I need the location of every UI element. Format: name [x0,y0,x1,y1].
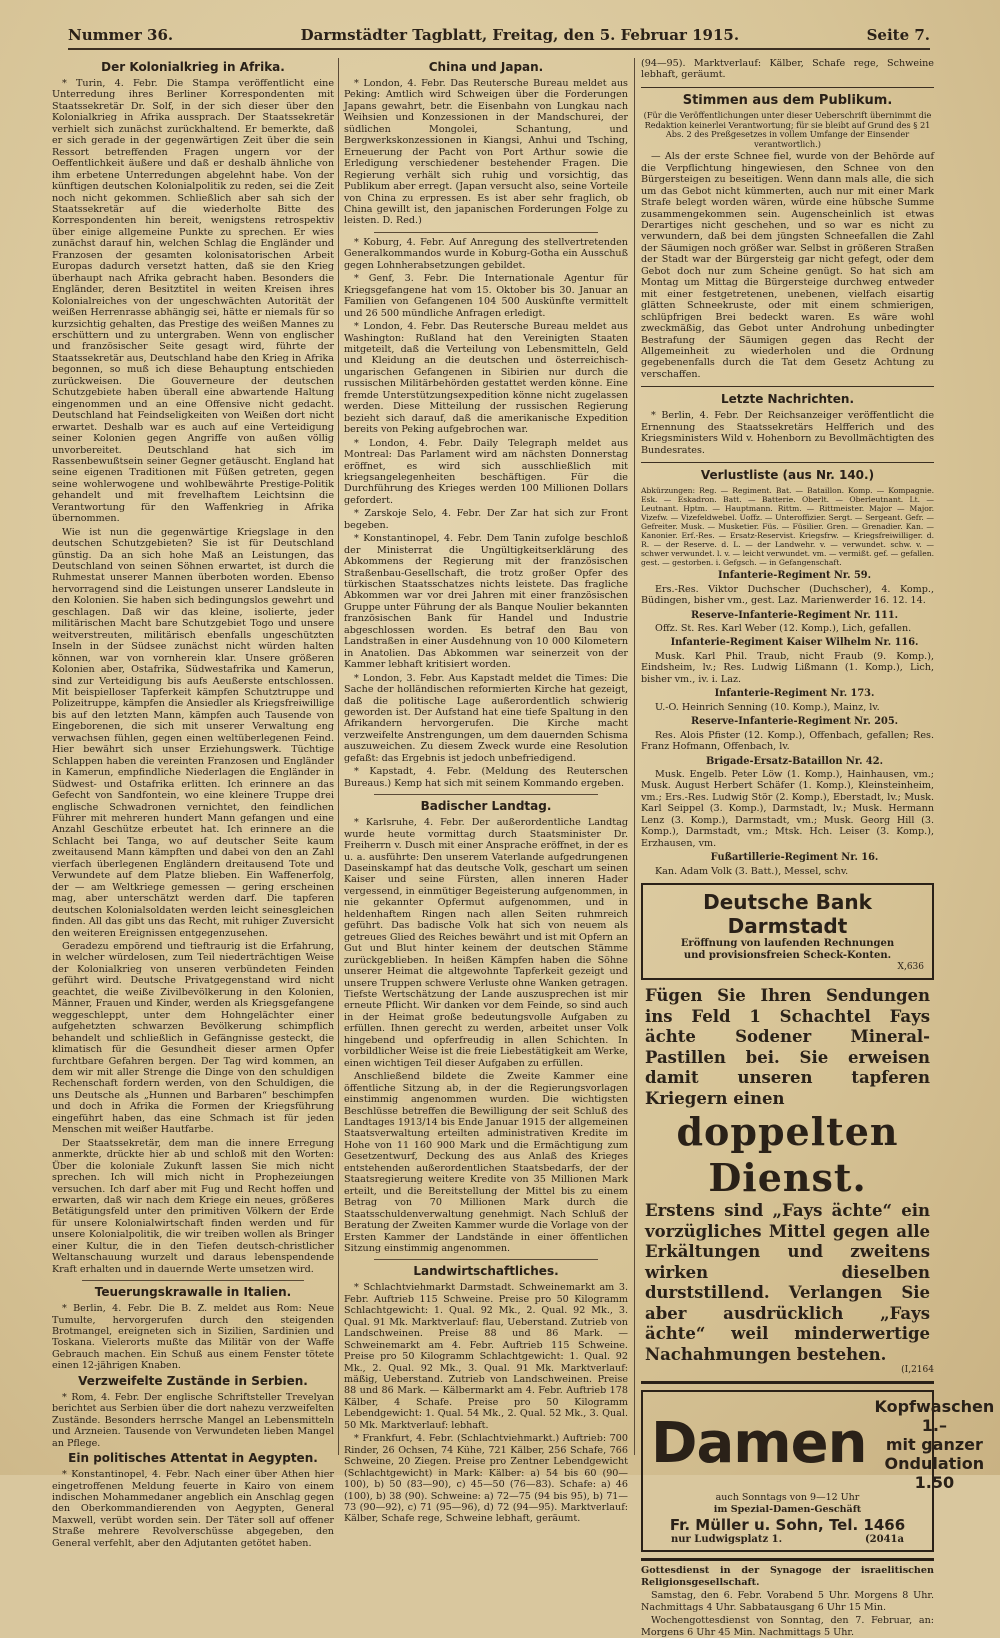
headline-landwirtschaft: Landwirtschaftliches. [413,1264,559,1279]
fays-text: Fügen Sie Ihren Sendungen ins Feld 1 Schachtel Fays ächte Sodener Mineral-Pastillen bei. Sie erweisen damit unseren tapferen Kriegern einen [645,986,930,1108]
separator [641,462,934,463]
damen-price-line: Ondulation 1.50 [884,1453,985,1492]
damen-headline: Damen [651,1411,867,1477]
loss-entry: U.-O. Heinrich Senning (10. Komp.), Mainz, lv. [655,701,880,713]
continued-text: (94—95). Marktverlauf: Kälber, Schafe rege, Schweine lebhaft, geräumt. [641,58,934,81]
unit-heading: Brigade-Ersatz-Bataillon Nr. 42. [706,755,883,767]
article-paragraph: * Berlin, 4. Febr. Die B. Z. meldet aus Rom: Neue Tumulte, hervorgerufen durch den steigenden Brotmangel, ereigneten sich in Sizilien, Sardinien und Toskana. Vielerorts mußte das Militär von der Waffe Gebrauch machen. Ein Schuß aus einem Fenster tötete einen 12-jährigen Knaben. [52,1303,334,1372]
separator [641,386,934,387]
bank-advertisement [641,883,934,980]
loss-entry: Musk. Karl Phil. Traub, nicht Fraub (9. Komp.), Eindsheim, lv.; Res. Ludwig Lißmann (1. Komp.), Lich, bisher vm., iv. i. Laz. [641,650,934,685]
loss-list [641,570,934,877]
column-3 [641,58,995,1638]
damen-advertisement [641,1390,995,1552]
article-paragraph: * Karlsruhe, 4. Febr. Der außerordentliche Landtag wurde heute vormittag durch Staatsminister Dr. Freiherrn v. Dusch mit einer Ansprache eröffnet, in der es u. a. ausführte: Den unserem Vaterlande aufgedrungenen Daseinskampf hat das deutsche Volk, geschart um seinen Kaiser und seine Fürsten, allen inneren Hader vergessend, in einmütiger Begeisterung aufgenommen, in nie gekannter Opfermut aufgenommen, und in heldenhaftem Ringen nach allen Seiten ruhmreich geführt. Das badische Volk hat sich von neuem als getreues Glied des Reiches bewährt und ist mit Opfern an Gut und Blut hinter keinem der deutschen Stämme zurückgeblieben. In heißen Kämpfen haben die Söhne unserer Heimat die altgewohnte Tapferkeit gezeigt und unsere Truppen schwere Verluste ohne Wanken getragen. Tiefste Wertschätzung der Lande auszusprechen ist mir erneute Pflicht. Wir danken vor dem Feinde, so sind auch in der Heimat große bedeutungsvolle Aufgaben zu erfüllen. Ihnen gerecht zu werden, arbeitet unser Volk hingebend und opferfreudig in allen Schichten. In vorbildlicher Weise ist die freie Liebestätigkeit am Werke, einen wichtigen Teil dieser Aufgaben zu erfüllen. [344,817,628,1069]
loss-entry: Ers.-Res. Viktor Duchscher (Duchscher), 4. Komp., Büdingen, bisher vm., gest. Laz. Marienwerder 16. 12. 14. [641,583,934,607]
article-paragraph: * Schlachtviehmarkt Darmstadt. Schweinemarkt am 3. Febr. Auftrieb 115 Schweine. Preise pro 50 Kilogramm Schlachtgewicht: 1. Qual. 92 Mk., 2. Qual. 92 Mk., 3. Qual. 91 Mk. Marktverlauf: flau, Ueberstand. Zutrieb von Landschweinen. Preise 88 und 86 Mark. — Schweinemarkt am 4. Febr. Auftrieb 115 Schweine. Preise pro 50 Kilogramm Schlachtgewicht: 1. Qual. 92 Mk., 2. Qual. 92 Mk., 3. Qual. 91 Mk. Marktverlauf: mäßig, Ueberstand. Zutrieb von Landschweinen. Preise 88 und 86 Mark. — Kälbermarkt am 4. Febr. Auftrieb 178 Kälber, 4 Schafe. Preise pro 50 Kilogramm Lebendgewicht: 1. Qual. 54 Mk., 2. Qual. 52 Mk., 3. Qual. 50 Mk. Marktverlauf: lebhaft. [344,1282,628,1431]
headline-aegypten: Ein politisches Attentat in Aegypten. [68,1451,318,1466]
separator [641,1558,934,1561]
headline-landtag: Badischer Landtag. [420,799,552,814]
bank-subtitle: und provisionsfreien Scheck-Konten. [683,950,892,962]
fays-text: Erstens sind „Fays ächte“ ein vorzügliches Mittel gegen alle Erkältungen und zweitens wirken dieselben durststillend. Verlangen Sie aber ausdrücklich „Fays ächte“ weil minderwertige Nachahmungen bestehen. [645,1201,930,1364]
article-paragraph: Wie ist nun die gegenwärtige Kriegslage in den deutschen Schutzgebieten? Sie ist für Deutschland günstig. Da an sich hohe Maß an Leistungen, das Deutschland von seinen Söhnen erwartet, ist durch die Ruhmestat unserer Mannen überboten worden. Ebenso hervorragend sind die Leistungen unserer Landsleute in den Kolonien. Sie haben sich bedingungslos gewehrt und geschlagen. Daß wir das kleine, isolierte, jeder militärischen Macht bare Schutzgebiet Togo und unsere weitverstreuten, militärisch ebenfalls ungeschützten Inseln in der Südsee zunächst nicht würden halten können, war von vornherein klar. Unsere größeren Kolonien aber, Ostafrika, Südwestafrika und Kamerun, sind zur Verteidigung bis aufs Aeußerste entschlossen. Mit beispielloser Tapferkeit kämpfen Schutztruppe und Polizeitruppe, kämpfen die Ansiedler als Kriegsfreiwillige bis auf den letzten Mann, kämpfen auch Tausende von Eingeborenen, die sich mit unserer Verwaltung eng verwachsen fühlen, gegen einen weltüberlegenen Feind. Hier bewährt sich unser Erziehungswerk. Tüchtige Schlappen haben die vereinten Franzosen und Engländer in Kamerun, empfindliche Niederlagen die Engländer in Südwest- und Ostafrika erlitten. Ich erinnere an das Gefecht von Sandfontein, wo eine kleinere Truppe drei englische Schwadronen vernichtet, den feindlichen Führer mit mehreren hundert Mann gefangen und eine Anzahl Geschütze erbeutet hat. Ich erinnere an die Schlacht bei Tanga, wo auf deutscher Seite kaum zweitausend Mann kämpften und dabei von den an Zahl vierfach überlegenen Engländern dreitausend Tote und Verwundete auf dem Platze blieben. Ein Waffenerfolg, der — am Weltkriege gemessen — gering erscheinen mag, aber unterschätzt werden darf. Die tapferen deutschen Kolonialsoldaten werden leicht seinesgleichen finden. All das gibt uns das Recht, mit ruhiger Zuversicht den weiteren Ereignissen entgegenzusehen. [52,526,334,939]
article-paragraph: * Konstantinopel, 4. Febr. Nach einer über Athen hier eingetroffenen Meldung feuerte in Kairo von einem indischen Mohammedaner angeblich ein Anschlag gegen den Oberkommandierenden von Aegypten, General Maxwell, verübt worden sein. Der Täter soll auf offener Straße mehrere Revolverschüsse abgegeben, den General verfehlt, aber den Adjutanten getötet haben. [52,1469,334,1549]
synagogue-schedule: Wochengottesdienst von Sonntag, den 7. Februar, an: Morgens 6 Uhr 45 Min. Nachmittags 5 Uhr. [641,1615,934,1638]
article-paragraph: * London, 3. Febr. Aus Kapstadt meldet die Times: Die Sache der holländischen reformierten Kirche hat gezeigt, daß die politische Lage außerordentlich schwierig geworden ist. Der Aufstand hat eine tiefe Spaltung in den Afrikandern hervorgerufen. Die Kirche macht verzweifelte Anstrengungen, um dem dauernden Schisma auszuweichen. Zu diesem Zweck wurde eine Resolution gefaßt: das Ergebnis ist jedoch unbefriedigend. [344,672,628,764]
damen-top [651,1396,995,1492]
damen-price-line: mit ganzer [885,1434,983,1454]
unit-heading: Fußartillerie-Regiment Nr. 16. [710,852,879,864]
article-paragraph: * London, 4. Febr. Das Reutersche Bureau meldet aus Washington: Rußland hat den Vereinigten Staaten mitgeteilt, daß die Verteilung von Lebensmitteln, Geld und Kleidung an die deutschen und österreichisch-ungarischen Gefangenen in Sibirien nur durch die russischen Militärbehörden gestattet werden könne. Eine fremde Unterstützungsexpedition könne nicht zugelassen werden. Diese Mitteilung der russischen Regierung bezieht sich darauf, daß die amerikanische Expedition bereits von Peking aufgebrochen war. [344,321,628,436]
column-1 [52,58,334,1549]
bank-title: Deutsche Bank Darmstadt [703,890,872,939]
fays-advertisement [641,986,934,1376]
damen-address-row [651,1534,924,1545]
masthead [68,20,930,50]
damen-firm: Fr. Müller u. Sohn, Tel. 1466 [669,1515,906,1534]
unit-heading: Reserve-Infanterie-Regiment Nr. 205. [690,716,899,728]
loss-entry: Kan. Adam Volk (3. Batt.), Messel, schv. [655,865,849,877]
separator [641,87,934,88]
article-paragraph: * Rom, 4. Febr. Der englische Schriftsteller Trevelyan berichtet aus Serbien über die dort nahezu verzweifelten Zustände. Besonders herrsche Mangel an Lebensmitteln und Arzneien. Tausende von Verwundeten lieben Mangel an Pflege. [52,1391,334,1449]
page-number: Seite 7. [866,26,930,44]
separator [374,232,598,233]
article-paragraph: * Frankfurt, 4. Febr. (Schlachtviehmarkt.) Auftrieb: 700 Rinder, 26 Ochsen, 74 Kühe, 721 Kälber, 256 Schafe, 766 Schweine, 20 Ziegen. Preise pro Zentner Lebendgewicht (Schlachtgewicht) in Mark: Kälber: a) 54 bis 60 (90—100), b) 50 (83—90), c) 45—50 (76—83). Schafe: a) 46 (100), b) 38 (90). Schweine: a) 72—75 (94 bis 95), b) 71—73 (90—92), c) 71 (95—96), d) 72 (94—95). Marktverlauf: Kälber, Schafe rege, Schweine lebhaft, geräumt. [344,1433,628,1525]
headline-letzte-nachrichten: Letzte Nachrichten. [720,392,855,407]
damen-address: nur Ludwigsplatz 1. [671,1533,783,1545]
headline-stimmen: Stimmen aus dem Publikum. [682,92,893,108]
unit-heading: Reserve-Infanterie-Regiment Nr. 111. [690,609,899,621]
headline-kolonialkrieg: Der Kolonialkrieg in Afrika. [101,60,285,74]
separator [374,794,598,795]
unit-heading: Infanterie-Regiment Nr. 59. [717,570,872,582]
paper-title: Darmstädter Tagblatt, Freitag, den 5. Februar 1915. [300,26,740,44]
headline-verlustliste: Verlustliste (aus Nr. 140.) [700,468,875,483]
article-paragraph: * Konstantinopel, 4. Febr. Dem Tanin zufolge beschloß der Ministerrat die Ungültigkeitserklärung des Abkommens der Regierung mit der französischen Straßenbau-Gesellschaft, die trotz großer Opfer des türkischen Staatsschatzes nichts leistete. Das fragliche Abkommen war vor drei Jahren mit einer französischen Gruppe unter Führung der als Banque Noulier bekannten französischen Bank für Handel und Industrie abgeschlossen worden. Es betraf den Bau von Landstraßen in einer Ausdehnung von 10 000 Kilometern in Anatolien. Das Abkommen war seinerzeit von der Kammer lebhaft kritisiert worden. [344,533,628,671]
article-paragraph: Geradezu empörend und tieftraurig ist die Erfahrung, in welcher würdelosen, zum Teil niederträchtigen Weise der Kolonialkrieg von unseren verbündeten Feinden geführt wird. Deutsche Privatgegenstand wird nicht geachtet, die weiße Zivilbevölkerung in den Kolonien, Männer, Frauen und Kinder, werden als Kriegsgefangene weggeschleppt, unter dem Hohngelächter einer aufgehetzten schwarzen Bevölkerung schimpflich behandelt und schließlich in Gefängnisse gesteckt, die klimatisch für die Gesundheit dieser armen Opfer furchtbare Gefahren bergen. Der Tag wird kommen, an dem wir mit aller Strenge die Dinge von den schuldigen Rechenschaft fordern werden, von den Schuldigen, die uns Deutsche als „Hunnen und Barbaren“ beschimpfen und doch in Afrika die Formen der Kriegsführung eingeführt haben, das eine Schmach ist für jeden Menschen mit weißer Hautfarbe. [52,940,334,1136]
separator [374,1259,598,1260]
unit-heading: Infanterie-Regiment Kaiser Wilhelm Nr. 116. [670,637,919,649]
separator [82,1280,304,1281]
article-paragraph: * Genf, 3. Febr. Die Internationale Agentur für Kriegsgefangene hat vom 15. Oktober bis 30. Januar an Familien von Gefangenen 104 500 Auskünfte vermittelt und 26 500 mündliche Anfragen erledigt. [344,273,628,319]
loss-entry: Musk. Engelb. Peter Löw (1. Komp.), Hainhausen, vm.; Musk. August Herbert Schäfer (1. Komp.), Kleinsteinheim, vm.; Ers.-Res. Ludwig Stör (2. Komp.), Eberstadt, lv.; Musk. Karl Seippel (3. Komp.), Darmstadt, lv.; Musk. Hermann Lenz (3. Komp.), Darmstadt, vm.; Musk. Georg Hill (3. Komp.), Darmstadt, vm.; Mtsk. Hch. Leiser (3. Komp.), Erzhausen, vm. [641,768,934,849]
headline-serbien: Verzweifelte Zustände in Serbien. [78,1373,308,1388]
article-paragraph: * Kapstadt, 4. Febr. (Meldung des Reuterschen Bureaus.) Kemp hat sich mit seinem Kommando ergeben. [344,766,628,789]
column-rule [634,58,635,1455]
damen-price-line: Kopfwaschen 1.– [874,1396,995,1435]
separator [641,1381,934,1384]
ad-code: (2041a [864,1533,904,1545]
ad-code: X,636 [897,962,924,973]
column-2 [344,58,628,1525]
article-paragraph: * Berlin, 4. Febr. Der Reichsanzeiger veröffentlicht die Ernennung des Staatssekretärs Helfferich und des Kriegsministers Wild v. Hohenborn zu Bevollmächtigten des Bundesrates. [641,410,934,456]
fays-headline: doppelten Dienst. [676,1109,899,1201]
article-paragraph: Anschließend bildete die Zweite Kammer eine öffentliche Sitzung ab, in der die Regierungsvorlagen einstimmig angenommen wurden. Die wichtigsten Beschlüsse betreffen die Bewilligung der seit Schluß des Landtages 1913/14 bis Ende Januar 1915 der allgemeinen Staatsverwaltung erteilten administrativen Kredite im Hohe von 11 160 900 Mark und die Ermächtigung zum Gesetzentwurf, Deckung des aus Anlaß des Krieges entstehenden außerordentlichen Staatsbedarfs, der der Staatsregierung weitere Kredite von 35 Millionen Mark erteilt, und die Bereitstellung der Mittel bis zu einem Betrag von 70 Millionen Mark durch die Staatsschuldenverwaltung genehmigt. Nach Schluß der Beratung der Zweiten Kammer wurde die Vorlage von der Ersten Kammer der Landstände in einer öffentlichen Sitzung einstimmig angenommen. [344,1071,628,1254]
issue-number: Nummer 36. [68,26,174,44]
article-paragraph: * London, 4. Febr. Daily Telegraph meldet aus Montreal: Das Parlament wird am nächsten Donnerstag eröffnet, es wird sich ausschließlich mit kriegsangelegenheiten beschäftigen. Für die Durchführung des Krieges werden 100 Millionen Dollars gefordert. [344,437,628,506]
article-paragraph: * Zarskoje Selo, 4. Febr. Der Zar hat sich zur Front begeben. [344,508,628,531]
loss-entry: Res. Alois Pfister (12. Komp.), Offenbach, gefallen; Res. Franz Hofmann, Offenbach, lv. [641,729,934,753]
abbreviations: Abkürzungen: Reg. — Regiment. Bat. — Bataillon. Komp. — Kompagnie. Esk. — Eskadron. Batt. — Batterie. Oberlt. — Oberleutnant. Lt. — Leutnant. Hptm. — Hauptmann. Rittm. — Rittmeister. Major — Major. Vizefw. — Vizefeldwebel. Uoffz. — Unteroffizier. Sergt. — Sergeant. Gefr. — Gefreiter. Musk. — Musketier. Füs. — Füsilier. Gren. — Grenadier. Kan. — Kanonier. Erf.-Res. — Ersatz-Reservist. Kriegsfrw. — Kriegsfreiwilliger. d. R. — der Reserve. d. L. — der Landwehr. v. — verwundet. schw. v. — schwer verwundet. l. v. — leicht verwundet. vm. — vermißt. gef. — gefallen. gest. — gestorben. i. Gefgsch. — in Gefangenschaft. [641,486,934,568]
article-paragraph: * Turin, 4. Febr. Die Stampa veröffentlicht eine Unterredung ihres Berliner Korrespondenten mit Staatssekretär Dr. Solf, in der sich dieser über den Kolonialkrieg in Afrika aussprach. Der Staatssekretär verhielt sich zunächst zurückhaltend. Er bemerkte, daß er sich gerade in der gegenwärtigen Zeit über die sein Ressort betreffenden Fragen ungern vor der Oeffentlichkeit äußere und daß er deshalb ähnliche von ihm erbetene Unterredungen abgelehnt habe. Von der künftigen deutschen Kolonialpolitik zu reden, sei die Zeit noch nicht gekommen. Schließlich aber sah sich der Staatssekretär auf die wiederholte Bitte des Korrespondenten hin bereit, wenigstens retrospektiv über einige allgemeine Punkte zu sprechen. Er wies zunächst darauf hin, welchen Schlag die Engländer und Franzosen der gesamten kolonisatorischen Arbeit Europas dadurch versetzt hatten, daß sie den Krieg überhaupt nach Afrika gebracht haben. Besonders die Engländer, deren Besitztitel in weiten Kreisen ihres Kolonialreiches von der ungeschwächten Autorität der weißen Herrenrasse abhängig sei, hätte er niemals für so kurzsichtig gehalten, das Prestige des weißen Mannes zu erschüttern und zu untergraben. Wenn von englischer und französischer Seite gesagt wird, führte der Staatssekretär aus, Deutschland habe den Krieg in Afrika begonnen, so muß ich diese Behauptung entschieden zurückweisen. Die Gouverneure der deutschen Schutzgebiete haben überall eine abwartende Haltung eingenommen und an eine Offensive nicht gedacht. Deutschland hat Feindseligkeiten von Weißen dort nicht erwartet. Deshalb war es auch auf eine Verteidigung seiner Kolonien gegen Angriffe von außen völlig unvorbereitet. Deutschland hat sich im Rassenbewußtsein seiner Gegner getäuscht. England hat seine eigenen Traditionen mit Füßen getreten, gegen seine wohlerwogene und wohlbewährte Prestige-Politik gehandelt und mit frevelhaftem Leichtsinn die Verantwortung für den Waffenkrieg in Afrika übernommen. [52,78,334,525]
ad-code: (I,2164 [901,1365,934,1376]
synagogue-schedule: Samstag, den 6. Febr. Vorabend 5 Uhr. Morgens 8 Uhr. Nachmittags 4 Uhr. Sabbatausgang 6 Uhr 15 Min. [641,1590,934,1613]
damen-prices [874,1397,994,1492]
synagogue-heading: Gottesdienst in der Synagoge der israelitischen Religionsgesellschaft. [641,1565,934,1588]
article-paragraph: * London, 4. Febr. Das Reutersche Bureau meldet aus Peking: Amtlich wird Schweigen über die Forderungen Japans gewahrt, betr. die Eisenbahn von Lungkau nach Weihsien und Konzessionen in der Mandschurei, der südlichen Mongolei, Schantung, und Bergwerkskonzessionen in Kiangsi, Anhui und Tsching, Erneuerung der Pacht von Port Arthur sowie die Erledigung verschiedener bestehender Fragen. Die Regierung verhält sich ruhig und vorsichtig, das Publikum aber erregt. (Japan versucht also, seine Vorteile von China zu erpressen. Es ist aber sehr fraglich, ob China gewillt ist, den japanischen Forderungen Folge zu leisten. D. Red.) [344,78,628,227]
unit-heading: Infanterie-Regiment Nr. 173. [714,688,875,700]
article-paragraph: Der Staatssekretär, dem man die innere Erregung anmerkte, drückte hier ab und schloß mit den Worten: Über die koloniale Zukunft lassen Sie mich nicht sprechen. Ich will mich nicht in Prophezeiungen versuchen. Ich darf aber mit Fug und Recht hoffen und erwarten, daß wir nach dem Kriege ein neues, größeres Betätigungsfeld unter den primitiven Völkern der Erde für unsere Kolonialwirtschaft finden werden und für unsere Kolonialpolitik, die wir treiben wollen als Bringer einer Kultur, die in den Tiefen deutsch-christlicher Weltanschauung wurzelt und daraus lebenspendende Kraft erhalten und in dauernde Werte umsetzen wird. [52,1137,334,1275]
damen-hours: auch Sonntags von 9—12 Uhr [715,1491,860,1503]
damen-shop: im Spezial-Damen-Geschäft [713,1503,862,1515]
article-paragraph: — Als der erste Schnee fiel, wurde von der Behörde auf die Verpflichtung hingewiesen, den Schnee von den Bürgersteigen zu beseitigen. Wenn dann mals alle, die sich um das Gebot nicht kümmerten, auch nur mit einer Mark Strafe belegt worden wären, würde eine hübsche Summe zusammengekommen sein. Augenscheinlich ist etwas Derartiges nicht geschehen, und so war es nicht zu verwundern, daß bei dem jüngsten Schneefallen die Zahl der Säumigen noch größer war. Selbst in größeren Straßen der Stadt war der Bürgersteig gar nicht gefegt, oder dem Gebot doch nur zum Scheine genügt. So hat sich am Montag um Mittag die Bürgersteige durchweg entweder mit einer festgetretenen, unebenen, vielfach eisartig glätten Schneekruste, oder mit einem schmierigen, schlüpfrigen Brei bedeckt waren. Es wäre wohl zweckmäßig, das Gebot unter Androhung unbedingter Bestrafung der Säumigen gegen das Recht der Allgemeinheit zu wiederholen und die Ordnung gegebenenfalls durch die Tat dem Gesetz Achtung zu verschaffen. [641,151,934,380]
article-paragraph: * Koburg, 4. Febr. Auf Anregung des stellvertretenden Generalkommandos wurde in Koburg-Gotha ein Ausschuß gegen Lohnherabsetzungen gebildet. [344,236,628,271]
column-rule [338,58,339,1455]
headline-teuerung: Teuerungskrawalle in Italien. [94,1285,292,1300]
bank-subtitle: Eröffnung von laufenden Rechnungen [680,938,895,950]
loss-entry: Offz. St. Res. Karl Weber (12. Komp.), Lich, gefallen. [655,622,912,634]
headline-china-japan: China und Japan. [428,60,544,74]
editorial-note: (Für die Veröffentlichungen unter dieser Ueberschrift übernimmt die Redaktion keinerlei Verantwortung; für sie bleibt auf Grund des § 21 Abs. 2 des Preßgesetzes in vollem Umfange der Einsender verantwortlich.) [643,109,932,149]
